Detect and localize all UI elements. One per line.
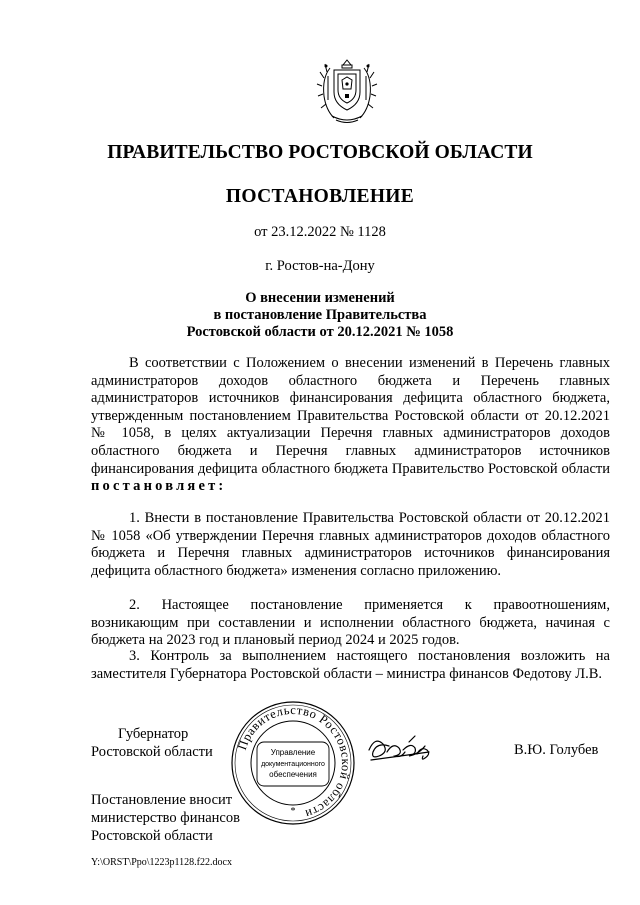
official-stamp [230, 700, 356, 826]
subject-line: в постановление Правительства [213, 307, 427, 323]
preamble-text: В соответствии с Положением о внесении изменений в Перечень главных администраторов доходов областного бюджета и Перечень главных администраторов источников финансирования дефицита областного бюджета, утвержденным постановлением Правительства Ростовской области от 20.12.2021 № 1058, в целях актуализации Перечня главных администраторов доходов областного бюджета и Перечня главных администраторов источников финансирования дефицита областного бюджета Правительство Ростовской области [91, 355, 610, 477]
coat-of-arms-icon [316, 58, 378, 126]
government-title: ПРАВИТЕЛЬСТВО РОСТОВСКОЙ ОБЛАСТИ [107, 142, 533, 163]
file-path: Y:\ORST\Ppo\1223p1128.f22.docx [91, 857, 232, 868]
introduced-by-line: министерство финансов [91, 810, 240, 826]
document-date-number: от 23.12.2022 № 1128 [254, 224, 386, 240]
clause-2-text: 2. Настоящее постановление применяется к правоотношениям, возникающим при составлении и исполнении областного бюджета, начиная с бюджета на 2023 год и плановый период 2024 и 2025 годов. [91, 597, 610, 649]
clause-2 [91, 597, 610, 650]
introduced-by-line: Ростовской области [91, 828, 213, 844]
subject-line: О внесении изменений [245, 290, 395, 306]
stamp-center-line: Управление [270, 748, 316, 757]
clause-1 [91, 510, 610, 580]
stamp-center-line: документационного [261, 761, 325, 768]
stamp-center-line: обеспечения [269, 770, 317, 779]
clause-1-text: 1. Внести в постановление Правительства Ростовской области от 20.12.2021 № 1058 «Об утверждении Перечня главных администраторов доходов областного бюджета и Перечня главных администраторов источников финансирования дефицита областного бюджета» изменения согласно приложению. [91, 510, 610, 579]
signer-title-line: Губернатор [118, 726, 189, 742]
subject-line: Ростовской области от 20.12.2021 № 1058 [186, 324, 454, 340]
decree-word: постановляет: [91, 478, 227, 495]
stamp-star-icon: * [290, 806, 296, 817]
stamp-ring-text: Правительство Ростовской области [234, 702, 354, 822]
document-city: г. Ростов-на-Дону [265, 258, 375, 274]
document-subject [0, 290, 640, 341]
document-type: ПОСТАНОВЛЕНИЕ [225, 186, 415, 207]
clause-3-text: 3. Контроль за выполнением настоящего постановления возложить на заместителя Губернатора Ростовской области – министра финансов Федотову Л.В. [91, 648, 610, 682]
introduced-by-line: Постановление вносит [91, 792, 233, 808]
introduced-by [91, 791, 240, 845]
clause-3 [91, 648, 610, 683]
signer-title-line: Ростовской области [91, 744, 213, 760]
preamble-paragraph [91, 355, 610, 496]
signer-name: В.Ю. Голубев [514, 742, 599, 758]
handwritten-signature [365, 730, 445, 770]
signer-title [91, 725, 213, 761]
